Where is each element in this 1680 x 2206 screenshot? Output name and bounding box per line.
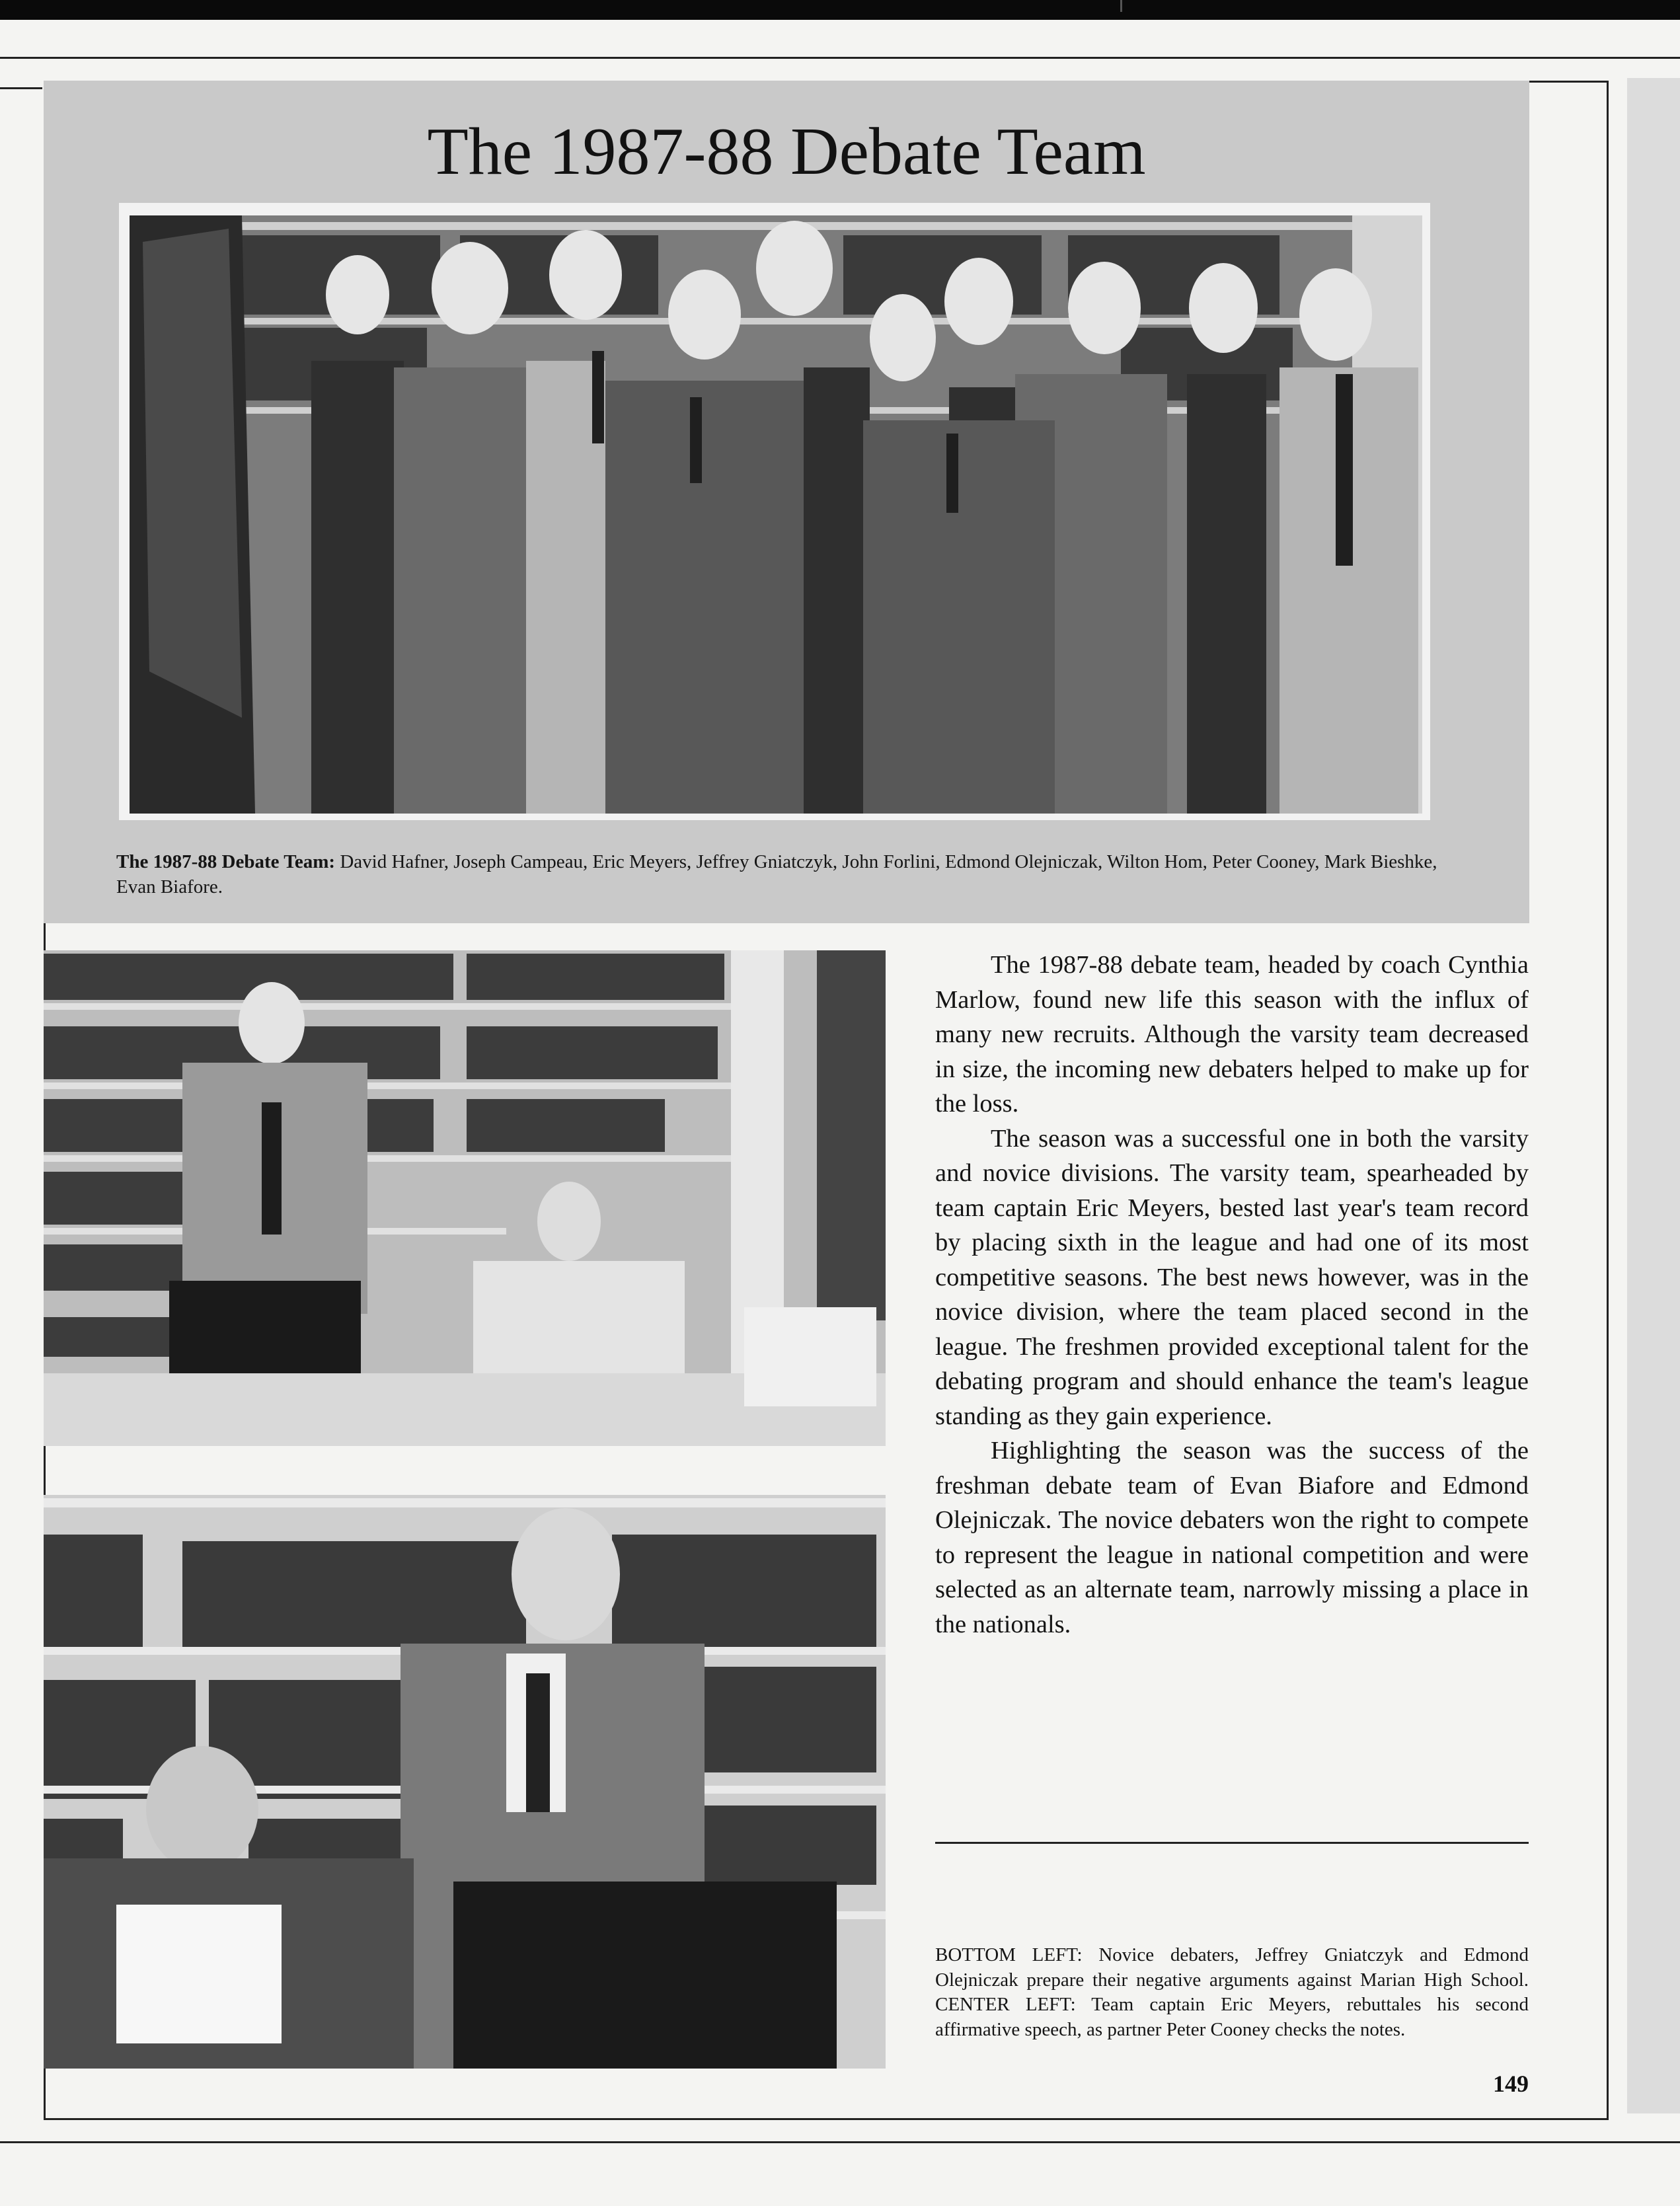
top-scan-border (0, 0, 1680, 20)
article-paragraph: The 1987-88 debate team, headed by coach Cynthia Marlow, found new life this season with the influx of many new recruits. Although the varsity team decreased in size, the incoming new debaters helped to make up for the loss. (935, 951, 1529, 1118)
top-rule (0, 57, 1680, 59)
team-photo-image (130, 215, 1422, 814)
article-paragraph: Highlighting the season was the success of the freshman debate team of Evan Biafore and Edmond Olejniczak. The novice debaters won the right to compete to represent the league in national competition and were selected as an alternate team, narrowly missing a place in the nationals. (935, 1437, 1529, 1638)
bottom-left-photo-image (44, 1495, 886, 2069)
team-photo (130, 215, 1422, 814)
photo-caption: BOTTOM LEFT: Novice debaters, Jeffrey Gniatczyk and Edmond Olejniczak prepare their negative arguments against Marian High School. CENTER LEFT: Team captain Eric Meyers, rebuttales his second affirmative speech, as partner Peter Cooney checks the notes. (935, 1944, 1529, 2040)
scan-mark (1120, 0, 1122, 12)
bottom-left-photo (44, 1495, 886, 2069)
page-number: 149 (1493, 2071, 1529, 2097)
caption-names: David Hafner, Joseph Campeau, Eric Meyers, Jeffrey Gniatczyk, John Forlini, Edmond Olejniczak, Wilton Hom, Peter Cooney, Mark Bieshke, Evan Biafore. (116, 851, 1437, 897)
center-left-photo-image (44, 950, 886, 1446)
caption-lead: The 1987-88 Debate Team: (116, 851, 336, 872)
facing-page-edge (1627, 78, 1680, 2113)
left-rule (0, 87, 42, 89)
team-photo-caption (116, 849, 1465, 899)
article-paragraph: The season was a successful one in both the varsity and novice divisions. The varsity team, spearheaded by team captain Eric Meyers, bested last year's team record by placing sixth in the league and had one of its most competitive seasons. The best news however, was in the novice division, where the team placed second in the league. The freshmen provided exceptional talent for the debating program and should enhance the team's league standing as they gain experience. (935, 1124, 1529, 1430)
page-title: The 1987-88 Debate Team (427, 114, 1146, 189)
article-body (935, 948, 1529, 1642)
bottom-rule (0, 2141, 1680, 2143)
caption-divider (935, 1842, 1529, 1844)
center-left-photo (44, 950, 886, 1446)
